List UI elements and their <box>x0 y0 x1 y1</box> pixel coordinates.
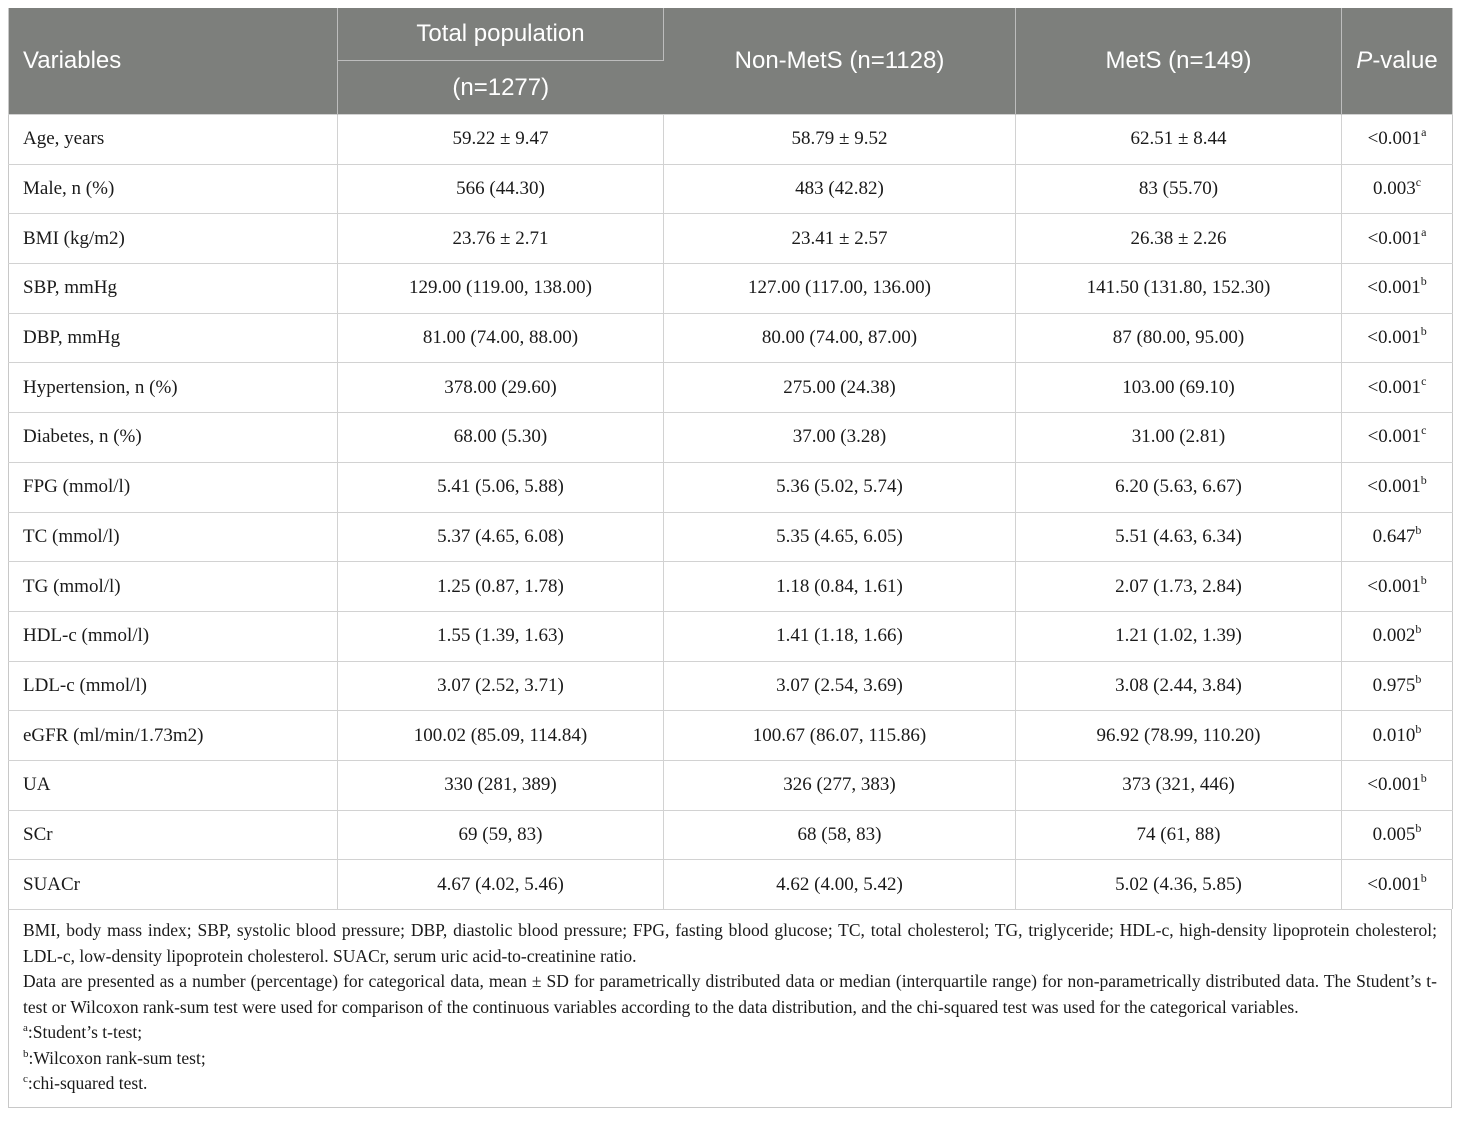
table-row <box>9 760 1453 810</box>
header-mets: MetS (n=149) <box>1016 8 1342 115</box>
cell-mets: 62.51 ± 8.44 <box>1016 115 1342 165</box>
footnote-note-b: $^b$:Wilcoxon rank-sum test; <box>23 1047 206 1068</box>
header-total-n: (n=1277) <box>338 61 664 115</box>
cell-total: 100.02 (85.09, 114.84) <box>338 711 664 761</box>
cell-non-mets: 483 (42.82) <box>664 164 1016 214</box>
cell-non-mets: 127.00 (117.00, 136.00) <box>664 264 1016 314</box>
table-body <box>9 115 1453 910</box>
cell-non-mets: 100.67 (86.07, 115.86) <box>664 711 1016 761</box>
cell-p-value: 0.003$^c$ <box>1342 164 1453 214</box>
table-container <box>8 8 1452 1108</box>
cell-total: 1.25 (0.87, 1.78) <box>338 562 664 612</box>
cell-mets: 3.08 (2.44, 3.84) <box>1016 661 1342 711</box>
cell-total: 5.37 (4.65, 6.08) <box>338 512 664 562</box>
cell-mets: 26.38 ± 2.26 <box>1016 214 1342 264</box>
table-row <box>9 512 1453 562</box>
cell-variable: DBP, mmHg <box>9 313 338 363</box>
cell-non-mets: 1.18 (0.84, 1.61) <box>664 562 1016 612</box>
cell-variable: TG (mmol/l) <box>9 562 338 612</box>
test-marker: b <box>1420 572 1427 587</box>
cell-total: 330 (281, 389) <box>338 760 664 810</box>
cell-mets: 87 (80.00, 95.00) <box>1016 313 1342 363</box>
cell-p-value: <0.001$^b$ <box>1342 462 1453 512</box>
footnote-note-c: $^c$:chi-squared test. <box>23 1073 148 1093</box>
cell-total: 23.76 ± 2.71 <box>338 214 664 264</box>
cell-non-mets: 37.00 (3.28) <box>664 413 1016 463</box>
cell-mets: 6.20 (5.63, 6.67) <box>1016 462 1342 512</box>
cell-non-mets: 3.07 (2.54, 3.69) <box>664 661 1016 711</box>
header-p-rest: -value <box>1372 47 1438 74</box>
cell-p-value: <0.001$^b$ <box>1342 562 1453 612</box>
test-marker: b <box>1415 721 1422 736</box>
cell-p-value: <0.001$^b$ <box>1342 313 1453 363</box>
table-row <box>9 611 1453 661</box>
test-marker: a <box>1421 125 1427 140</box>
cell-total: 69 (59, 83) <box>338 810 664 860</box>
cell-variable: TC (mmol/l) <box>9 512 338 562</box>
cell-non-mets: 68 (58, 83) <box>664 810 1016 860</box>
cell-p-value: 0.002$^b$ <box>1342 611 1453 661</box>
cell-p-value: <0.001$^c$ <box>1342 363 1453 413</box>
table-row <box>9 413 1453 463</box>
cell-variable: FPG (mmol/l) <box>9 462 338 512</box>
cell-mets: 5.02 (4.36, 5.85) <box>1016 860 1342 909</box>
cell-mets: 103.00 (69.10) <box>1016 363 1342 413</box>
footnote-presentation: Data are presented as a number (percentage) for categorical data, mean ± SD for parametrically distributed data or median (interquartile range) for non-parametrically distributed data. The Student’s t-test or Wilcoxon rank-sum test were used for comparison of the continuous variables according to the data distribution, and the chi-squared test was used for the categorical variables. <box>23 971 1437 1017</box>
table-row <box>9 115 1453 165</box>
cell-non-mets: 1.41 (1.18, 1.66) <box>664 611 1016 661</box>
header-variables: Variables <box>9 8 338 115</box>
cell-total: 5.41 (5.06, 5.88) <box>338 462 664 512</box>
table-row <box>9 164 1453 214</box>
cell-non-mets: 4.62 (4.00, 5.42) <box>664 860 1016 909</box>
test-marker: b <box>1415 671 1422 686</box>
cell-variable: Age, years <box>9 115 338 165</box>
table-row <box>9 264 1453 314</box>
cell-non-mets: 58.79 ± 9.52 <box>664 115 1016 165</box>
cell-variable: Male, n (%) <box>9 164 338 214</box>
cell-p-value: 0.647$^b$ <box>1342 512 1453 562</box>
test-marker: c <box>1421 423 1427 438</box>
cell-mets: 373 (321, 446) <box>1016 760 1342 810</box>
test-marker: b <box>1415 522 1422 537</box>
cell-total: 378.00 (29.60) <box>338 363 664 413</box>
header-non-mets: Non-MetS (n=1128) <box>664 8 1016 115</box>
cell-non-mets: 326 (277, 383) <box>664 760 1016 810</box>
test-marker: b <box>1415 622 1422 637</box>
cell-total: 566 (44.30) <box>338 164 664 214</box>
header-total-population: Total population <box>338 8 664 61</box>
table-row <box>9 462 1453 512</box>
cell-mets: 1.21 (1.02, 1.39) <box>1016 611 1342 661</box>
table-row <box>9 313 1453 363</box>
table-footnote <box>8 909 1452 1108</box>
cell-variable: HDL-c (mmol/l) <box>9 611 338 661</box>
cell-total: 3.07 (2.52, 3.71) <box>338 661 664 711</box>
table-row <box>9 661 1453 711</box>
cell-mets: 31.00 (2.81) <box>1016 413 1342 463</box>
cell-non-mets: 80.00 (74.00, 87.00) <box>664 313 1016 363</box>
cell-total: 81.00 (74.00, 88.00) <box>338 313 664 363</box>
cell-mets: 141.50 (131.80, 152.30) <box>1016 264 1342 314</box>
table-row <box>9 214 1453 264</box>
cell-mets: 2.07 (1.73, 2.84) <box>1016 562 1342 612</box>
footnote-note-a: $^a$:Student’s t-test; <box>23 1022 143 1042</box>
header-p-value <box>1342 8 1453 115</box>
test-marker: b <box>1420 473 1427 488</box>
cell-p-value: <0.001$^a$ <box>1342 214 1453 264</box>
cell-variable: SUACr <box>9 860 338 909</box>
cell-variable: SCr <box>9 810 338 860</box>
test-marker: c <box>1421 373 1427 388</box>
cell-non-mets: 5.36 (5.02, 5.74) <box>664 462 1016 512</box>
cell-non-mets: 275.00 (24.38) <box>664 363 1016 413</box>
test-marker: b <box>1420 870 1427 885</box>
cell-p-value: 0.010$^b$ <box>1342 711 1453 761</box>
cell-variable: BMI (kg/m2) <box>9 214 338 264</box>
cell-p-value: <0.001$^b$ <box>1342 264 1453 314</box>
header-p-italic: P <box>1356 47 1373 74</box>
cell-variable: Diabetes, n (%) <box>9 413 338 463</box>
cell-total: 1.55 (1.39, 1.63) <box>338 611 664 661</box>
test-marker: b <box>1420 274 1427 289</box>
cell-p-value: 0.975$^b$ <box>1342 661 1453 711</box>
cell-p-value: <0.001$^a$ <box>1342 115 1453 165</box>
cell-mets: 5.51 (4.63, 6.34) <box>1016 512 1342 562</box>
cell-non-mets: 23.41 ± 2.57 <box>664 214 1016 264</box>
test-marker: a <box>1421 224 1427 239</box>
table-row <box>9 810 1453 860</box>
cell-p-value: <0.001$^b$ <box>1342 760 1453 810</box>
cell-variable: LDL-c (mmol/l) <box>9 661 338 711</box>
test-marker: b <box>1420 771 1427 786</box>
cell-p-value: <0.001$^b$ <box>1342 860 1453 909</box>
cell-p-value: <0.001$^c$ <box>1342 413 1453 463</box>
table-row <box>9 363 1453 413</box>
baseline-characteristics-table <box>8 8 1453 909</box>
cell-mets: 96.92 (78.99, 110.20) <box>1016 711 1342 761</box>
table-row <box>9 562 1453 612</box>
cell-variable: eGFR (ml/min/1.73m2) <box>9 711 338 761</box>
table-row <box>9 711 1453 761</box>
cell-total: 59.22 ± 9.47 <box>338 115 664 165</box>
cell-total: 4.67 (4.02, 5.46) <box>338 860 664 909</box>
cell-variable: UA <box>9 760 338 810</box>
cell-p-value: 0.005$^b$ <box>1342 810 1453 860</box>
cell-non-mets: 5.35 (4.65, 6.05) <box>664 512 1016 562</box>
test-marker: c <box>1415 175 1422 190</box>
cell-mets: 83 (55.70) <box>1016 164 1342 214</box>
table-header <box>9 8 1453 115</box>
cell-total: 68.00 (5.30) <box>338 413 664 463</box>
test-marker: b <box>1420 324 1427 339</box>
cell-mets: 74 (61, 88) <box>1016 810 1342 860</box>
footnote-abbreviations: BMI, body mass index; SBP, systolic blood pressure; DBP, diastolic blood pressure; FPG, fasting blood glucose; TC, total cholesterol; TG, triglyceride; HDL-c, high-density lipoprotein cholesterol; LDL-c, low-density lipoprotein cholesterol. SUACr, serum uric acid-to-creatinine ratio. <box>23 920 1437 966</box>
test-marker: b <box>1415 820 1422 835</box>
cell-total: 129.00 (119.00, 138.00) <box>338 264 664 314</box>
cell-variable: Hypertension, n (%) <box>9 363 338 413</box>
cell-variable: SBP, mmHg <box>9 264 338 314</box>
table-row <box>9 860 1453 909</box>
